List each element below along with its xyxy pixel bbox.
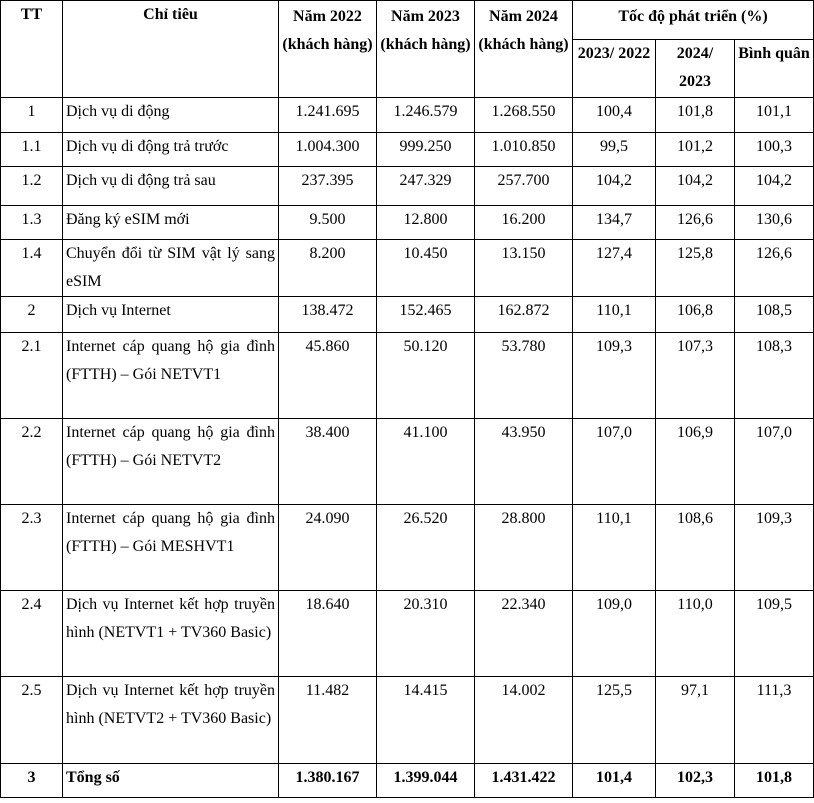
cell-name: Dịch vụ di động trả sau (63, 167, 279, 206)
cell-2024: 43.950 (475, 419, 573, 505)
cell-growth-avg: 111,3 (735, 677, 814, 764)
cell-name: Internet cáp quang hộ gia đình (FTTH) – Gói NETVT2 (63, 419, 279, 505)
cell-growth-2: 104,2 (656, 167, 735, 206)
cell-tt: 3 (1, 764, 63, 798)
table-row (1, 133, 814, 167)
cell-2022: 1.380.167 (279, 764, 377, 798)
header-year-2022: Năm 2022 (khách hàng) (279, 1, 377, 98)
cell-tt: 2.3 (1, 505, 63, 591)
table-row (1, 167, 814, 206)
cell-growth-1: 107,0 (573, 419, 656, 505)
header-year-2023: Năm 2023 (khách hàng) (377, 1, 475, 98)
cell-growth-1: 100,4 (573, 98, 656, 133)
cell-tt: 2.5 (1, 677, 63, 764)
table-row (1, 206, 814, 240)
table-row (1, 240, 814, 297)
cell-name: Tổng số (63, 764, 279, 798)
cell-growth-2: 126,6 (656, 206, 735, 240)
cell-tt: 1.1 (1, 133, 63, 167)
cell-2023: 26.520 (377, 505, 475, 591)
cell-growth-avg: 109,3 (735, 505, 814, 591)
cell-growth-avg: 108,3 (735, 333, 814, 419)
cell-2022: 9.500 (279, 206, 377, 240)
cell-growth-1: 99,5 (573, 133, 656, 167)
cell-growth-2: 108,6 (656, 505, 735, 591)
cell-growth-1: 110,1 (573, 505, 656, 591)
cell-2023: 247.329 (377, 167, 475, 206)
cell-2024: 1.268.550 (475, 98, 573, 133)
cell-2022: 11.482 (279, 677, 377, 764)
cell-growth-2: 101,2 (656, 133, 735, 167)
cell-growth-avg: 109,5 (735, 591, 814, 677)
cell-growth-1: 104,2 (573, 167, 656, 206)
cell-2022: 1.241.695 (279, 98, 377, 133)
cell-name: Chuyển đổi từ SIM vật lý sang eSIM (63, 240, 279, 297)
cell-name: Đăng ký eSIM mới (63, 206, 279, 240)
cell-growth-avg: 108,5 (735, 297, 814, 333)
cell-2024: 13.150 (475, 240, 573, 297)
cell-2024: 257.700 (475, 167, 573, 206)
cell-2024: 28.800 (475, 505, 573, 591)
cell-growth-2: 107,3 (656, 333, 735, 419)
cell-growth-avg: 100,3 (735, 133, 814, 167)
cell-name: Internet cáp quang hộ gia đình (FTTH) – Gói NETVT1 (63, 333, 279, 419)
cell-growth-2: 125,8 (656, 240, 735, 297)
cell-growth-2: 102,3 (656, 764, 735, 798)
cell-growth-2: 110,0 (656, 591, 735, 677)
cell-name: Internet cáp quang hộ gia đình (FTTH) – Gói MESHVT1 (63, 505, 279, 591)
cell-name: Dịch vụ Internet (63, 297, 279, 333)
cell-2024: 1.431.422 (475, 764, 573, 798)
cell-growth-1: 109,0 (573, 591, 656, 677)
total-row (1, 764, 814, 798)
cell-tt: 2.2 (1, 419, 63, 505)
cell-2023: 152.465 (377, 297, 475, 333)
cell-growth-avg: 126,6 (735, 240, 814, 297)
cell-2022: 24.090 (279, 505, 377, 591)
cell-2023: 10.450 (377, 240, 475, 297)
cell-2022: 138.472 (279, 297, 377, 333)
cell-name: Dịch vụ di động (63, 98, 279, 133)
cell-tt: 1.4 (1, 240, 63, 297)
cell-2022: 18.640 (279, 591, 377, 677)
cell-2024: 16.200 (475, 206, 573, 240)
cell-2024: 162.872 (475, 297, 573, 333)
cell-growth-1: 127,4 (573, 240, 656, 297)
header-growth-2023-2022: 2023/ 2022 (573, 40, 656, 98)
cell-growth-2: 106,9 (656, 419, 735, 505)
cell-2022: 237.395 (279, 167, 377, 206)
cell-name: Dịch vụ Internet kết hợp truyền hình (NETVT1 + TV360 Basic) (63, 591, 279, 677)
header-growth-average: Bình quân (735, 40, 814, 98)
cell-2022: 38.400 (279, 419, 377, 505)
cell-2023: 14.415 (377, 677, 475, 764)
cell-2024: 14.002 (475, 677, 573, 764)
cell-tt: 1 (1, 98, 63, 133)
table-row (1, 297, 814, 333)
cell-growth-2: 101,8 (656, 98, 735, 133)
cell-2023: 12.800 (377, 206, 475, 240)
cell-growth-avg: 101,1 (735, 98, 814, 133)
header-chi-tieu: Chỉ tiêu (63, 1, 279, 98)
cell-growth-2: 97,1 (656, 677, 735, 764)
table-row (1, 591, 814, 677)
header-growth: Tốc độ phát triển (%) (573, 1, 814, 40)
cell-growth-avg: 101,8 (735, 764, 814, 798)
table-row (1, 333, 814, 419)
table-row (1, 419, 814, 505)
cell-2023: 1.246.579 (377, 98, 475, 133)
cell-2023: 41.100 (377, 419, 475, 505)
cell-2022: 1.004.300 (279, 133, 377, 167)
cell-growth-avg: 104,2 (735, 167, 814, 206)
table-row (1, 505, 814, 591)
header-growth-2024-2023: 2024/ 2023 (656, 40, 735, 98)
cell-growth-avg: 107,0 (735, 419, 814, 505)
cell-2022: 8.200 (279, 240, 377, 297)
cell-growth-2: 106,8 (656, 297, 735, 333)
cell-2023: 1.399.044 (377, 764, 475, 798)
cell-2024: 53.780 (475, 333, 573, 419)
table-row (1, 677, 814, 764)
cell-tt: 2.4 (1, 591, 63, 677)
cell-2023: 50.120 (377, 333, 475, 419)
cell-2024: 22.340 (475, 591, 573, 677)
cell-name: Dịch vụ Internet kết hợp truyền hình (NETVT2 + TV360 Basic) (63, 677, 279, 764)
table-row (1, 98, 814, 133)
header-tt: TT (1, 1, 63, 98)
cell-growth-1: 109,3 (573, 333, 656, 419)
cell-tt: 2.1 (1, 333, 63, 419)
cell-growth-1: 134,7 (573, 206, 656, 240)
cell-growth-1: 101,4 (573, 764, 656, 798)
cell-2023: 999.250 (377, 133, 475, 167)
cell-2023: 20.310 (377, 591, 475, 677)
cell-name: Dịch vụ di động trả trước (63, 133, 279, 167)
header-year-2024: Năm 2024 (khách hàng) (475, 1, 573, 98)
cell-growth-avg: 130,6 (735, 206, 814, 240)
cell-2024: 1.010.850 (475, 133, 573, 167)
cell-tt: 1.3 (1, 206, 63, 240)
cell-growth-1: 125,5 (573, 677, 656, 764)
cell-growth-1: 110,1 (573, 297, 656, 333)
cell-tt: 1.2 (1, 167, 63, 206)
cell-tt: 2 (1, 297, 63, 333)
cell-2022: 45.860 (279, 333, 377, 419)
